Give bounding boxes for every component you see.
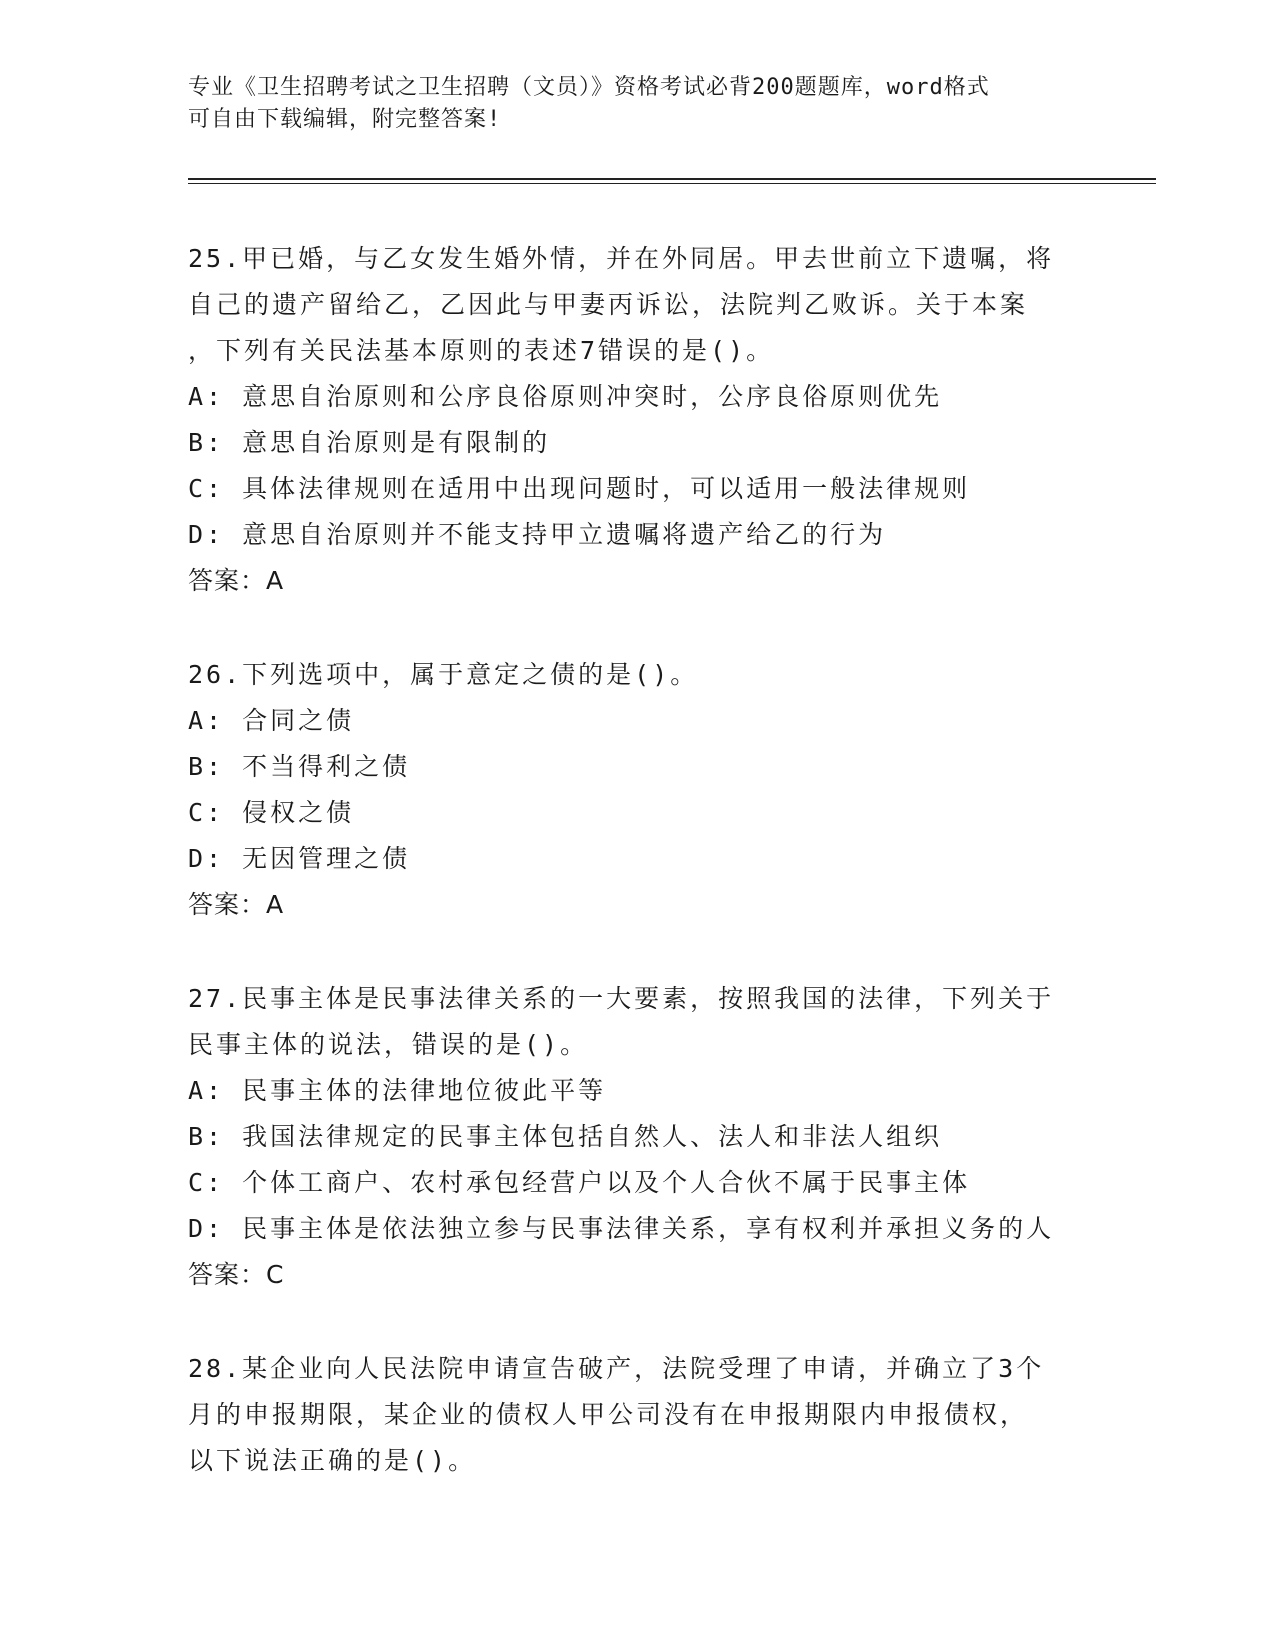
question-text-line: ，下列有关民法基本原则的表述7错误的是()。: [188, 336, 775, 365]
header-divider-thin: [188, 183, 1156, 184]
question-text-line: 25.甲已婚，与乙女发生婚外情，并在外同居。甲去世前立下遗嘱，将: [188, 244, 1055, 273]
question-text-line: 月的申报期限，某企业的债权人甲公司没有在申报期限内申报债权，: [188, 1400, 1029, 1429]
question-28: [188, 1346, 1088, 1484]
question-text-line: 自己的遗产留给乙，乙因此与甲妻丙诉讼，法院判乙败诉。关于本案: [188, 290, 1029, 319]
option-a: A: 合同之债: [188, 706, 355, 735]
answer-line: 答案：A: [188, 566, 285, 595]
option-c: C: 个体工商户、农村承包经营户以及个人合伙不属于民事主体: [188, 1168, 971, 1197]
question-text-line: 27.民事主体是民事法律关系的一大要素，按照我国的法律，下列关于: [188, 984, 1055, 1013]
question-text-line: 以下说法正确的是()。: [188, 1446, 477, 1475]
option-b: B: 不当得利之债: [188, 752, 411, 781]
header-line-2: 可自由下载编辑，附完整答案!: [188, 107, 502, 132]
question-25: [188, 236, 1088, 604]
question-26: [188, 652, 1088, 928]
question-text-line: 26.下列选项中，属于意定之债的是()。: [188, 660, 699, 689]
option-a: A: 民事主体的法律地位彼此平等: [188, 1076, 607, 1105]
option-d: D: 意思自治原则并不能支持甲立遗嘱将遗产给乙的行为: [188, 520, 887, 549]
answer-line: 答案：C: [188, 1260, 285, 1289]
option-b: B: 我国法律规定的民事主体包括自然人、法人和非法人组织: [188, 1122, 943, 1151]
option-c: C: 侵权之债: [188, 798, 355, 827]
header-divider-thick: [188, 178, 1156, 180]
option-d: D: 民事主体是依法独立参与民事法律关系，享有权利并承担义务的人: [188, 1214, 1055, 1243]
header-line-1: 专业《卫生招聘考试之卫生招聘（文员）》资格考试必背200题题库，word格式: [188, 75, 990, 100]
question-text-line: 民事主体的说法，错误的是()。: [188, 1030, 589, 1059]
question-list: [188, 236, 1088, 1532]
option-a: A: 意思自治原则和公序良俗原则冲突时，公序良俗原则优先: [188, 382, 943, 411]
document-header: [188, 72, 1068, 136]
option-d: D: 无因管理之债: [188, 844, 411, 873]
answer-line: 答案：A: [188, 890, 285, 919]
question-text-line: 28.某企业向人民法院申请宣告破产，法院受理了申请，并确立了3个: [188, 1354, 1045, 1383]
option-c: C: 具体法律规则在适用中出现问题时，可以适用一般法律规则: [188, 474, 971, 503]
option-b: B: 意思自治原则是有限制的: [188, 428, 551, 457]
question-27: [188, 976, 1088, 1298]
